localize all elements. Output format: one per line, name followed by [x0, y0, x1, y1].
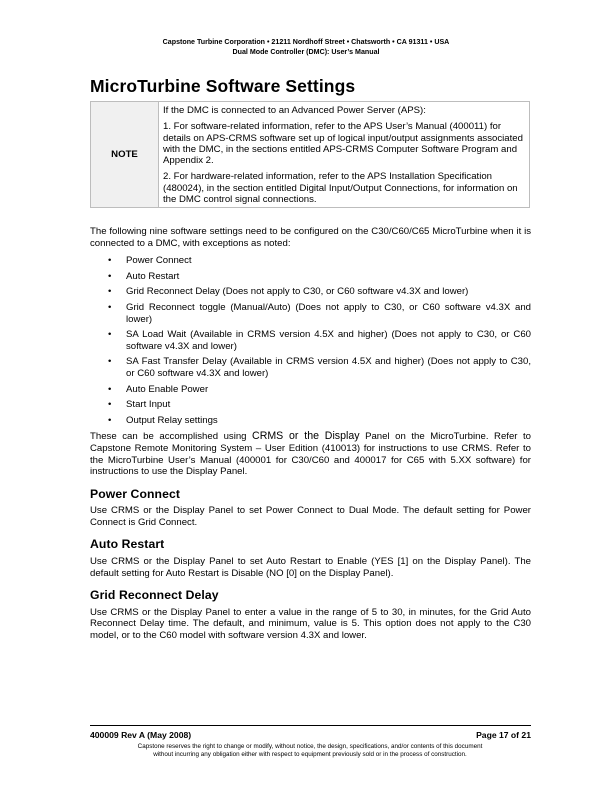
accomplish-paragraph	[90, 431, 531, 477]
section-text-grid-reconnect-delay: Use CRMS or the Display Panel to enter a value in the range of 5 to 30, in minutes, for the Grid Auto Reconnect Delay time. The default, and minimum, value is 5. This option does not apply to the C30 model, or to the C60 model with software version 4.3X and lower.	[90, 606, 531, 642]
note-item-software: 1. For software-related information, refer to the APS User’s Manual (400011) for details on APS-CRMS software set up of logical input/output assignments associated with the DMC, in the sections entitled APS-CRMS Computer Software Program and Appendix 2.	[163, 121, 523, 167]
list-item: • Output Relay settings	[90, 415, 531, 427]
accomplish-text-before: These can be accomplished using	[90, 431, 253, 443]
accomplish-text-after: Panel on the MicroTurbine. Refer to Capstone Remote Monitoring System – User Edition (410013) for instructions to use CRMS. Refer to the MicroTurbine User’s Manual (400001 for C30/C60 and 400017 for C65 with 5.XX software) for instructions to use the Display Panel.	[90, 431, 532, 478]
main-content	[90, 226, 531, 648]
section-heading-grid-reconnect-delay: Grid Reconnect Delay	[90, 588, 219, 603]
disclaimer-line-1: Capstone reserves the right to change or modify, without notice, the design, specifications, and/or contents of this document	[137, 743, 483, 750]
intro-paragraph: The following nine software settings need to be configured on the C30/C60/C65 MicroTurbine when it is connected to a DMC, with exceptions as noted:	[90, 226, 531, 249]
note-body	[159, 102, 530, 208]
list-item: • Auto Enable Power	[90, 384, 531, 396]
section-heading-auto-restart: Auto Restart	[90, 537, 165, 552]
disclaimer-line-2: without incurring any obligation either with respect to equipment previously sold or in the process of construction.	[153, 751, 467, 759]
note-intro: If the DMC is connected to an Advanced Power Server (APS):	[163, 105, 426, 116]
page-title: MicroTurbine Software Settings	[90, 76, 356, 96]
section-text-auto-restart: Use CRMS or the Display Panel to set Auto Restart to Enable (YES [1] on the Display Panel). The default setting for Auto Restart is Disable (NO [0] on the Display Panel).	[90, 556, 531, 579]
footer-disclaimer	[80, 743, 540, 760]
section-heading-power-connect: Power Connect	[90, 486, 181, 501]
footer-doc-id: 400009 Rev A (May 2008)	[90, 730, 192, 740]
list-item: • SA Load Wait (Available in CRMS version 4.5X and higher) (Does not apply to C30, or C60 software v4.3X and lower)	[90, 329, 531, 352]
list-item: • Start Input	[90, 399, 531, 411]
section-text-power-connect: Use CRMS or the Display Panel to set Power Connect to Dual Mode. The default setting for Power Connect is Grid Connect.	[90, 505, 531, 528]
footer-page-number: Page 17 of 21	[476, 730, 531, 740]
header-company-line: Capstone Turbine Corporation • 21211 Nordhoff Street • Chatsworth • CA 91311 • USA	[162, 38, 450, 46]
list-item: • Grid Reconnect Delay (Does not apply to C30, or C60 software v4.3X and lower)	[90, 286, 531, 298]
list-item: • Power Connect	[90, 255, 531, 267]
settings-list	[90, 255, 531, 426]
header-manual-title: Dual Mode Controller (DMC): User’s Manual	[232, 48, 380, 56]
footer-divider	[90, 725, 531, 726]
accomplish-text-highlight: CRMS or the Display	[252, 430, 360, 443]
list-item: • SA Fast Transfer Delay (Available in CRMS version 4.5X and higher) (Does not apply to C30, or C60 software v4.3X and lower)	[90, 356, 531, 379]
note-label: NOTE	[91, 102, 159, 208]
note-item-hardware: 2. For hardware-related information, refer to the APS Installation Specification (480024), in the section entitled Digital Input/Output Connections, for information on the DMC control signal connections.	[163, 171, 518, 206]
list-item: • Auto Restart	[90, 271, 531, 283]
list-item: • Grid Reconnect toggle (Manual/Auto) (Does not apply to C30, or C60 software v4.3X and lower)	[90, 302, 531, 325]
note-box	[90, 101, 530, 208]
page-header	[0, 37, 612, 57]
